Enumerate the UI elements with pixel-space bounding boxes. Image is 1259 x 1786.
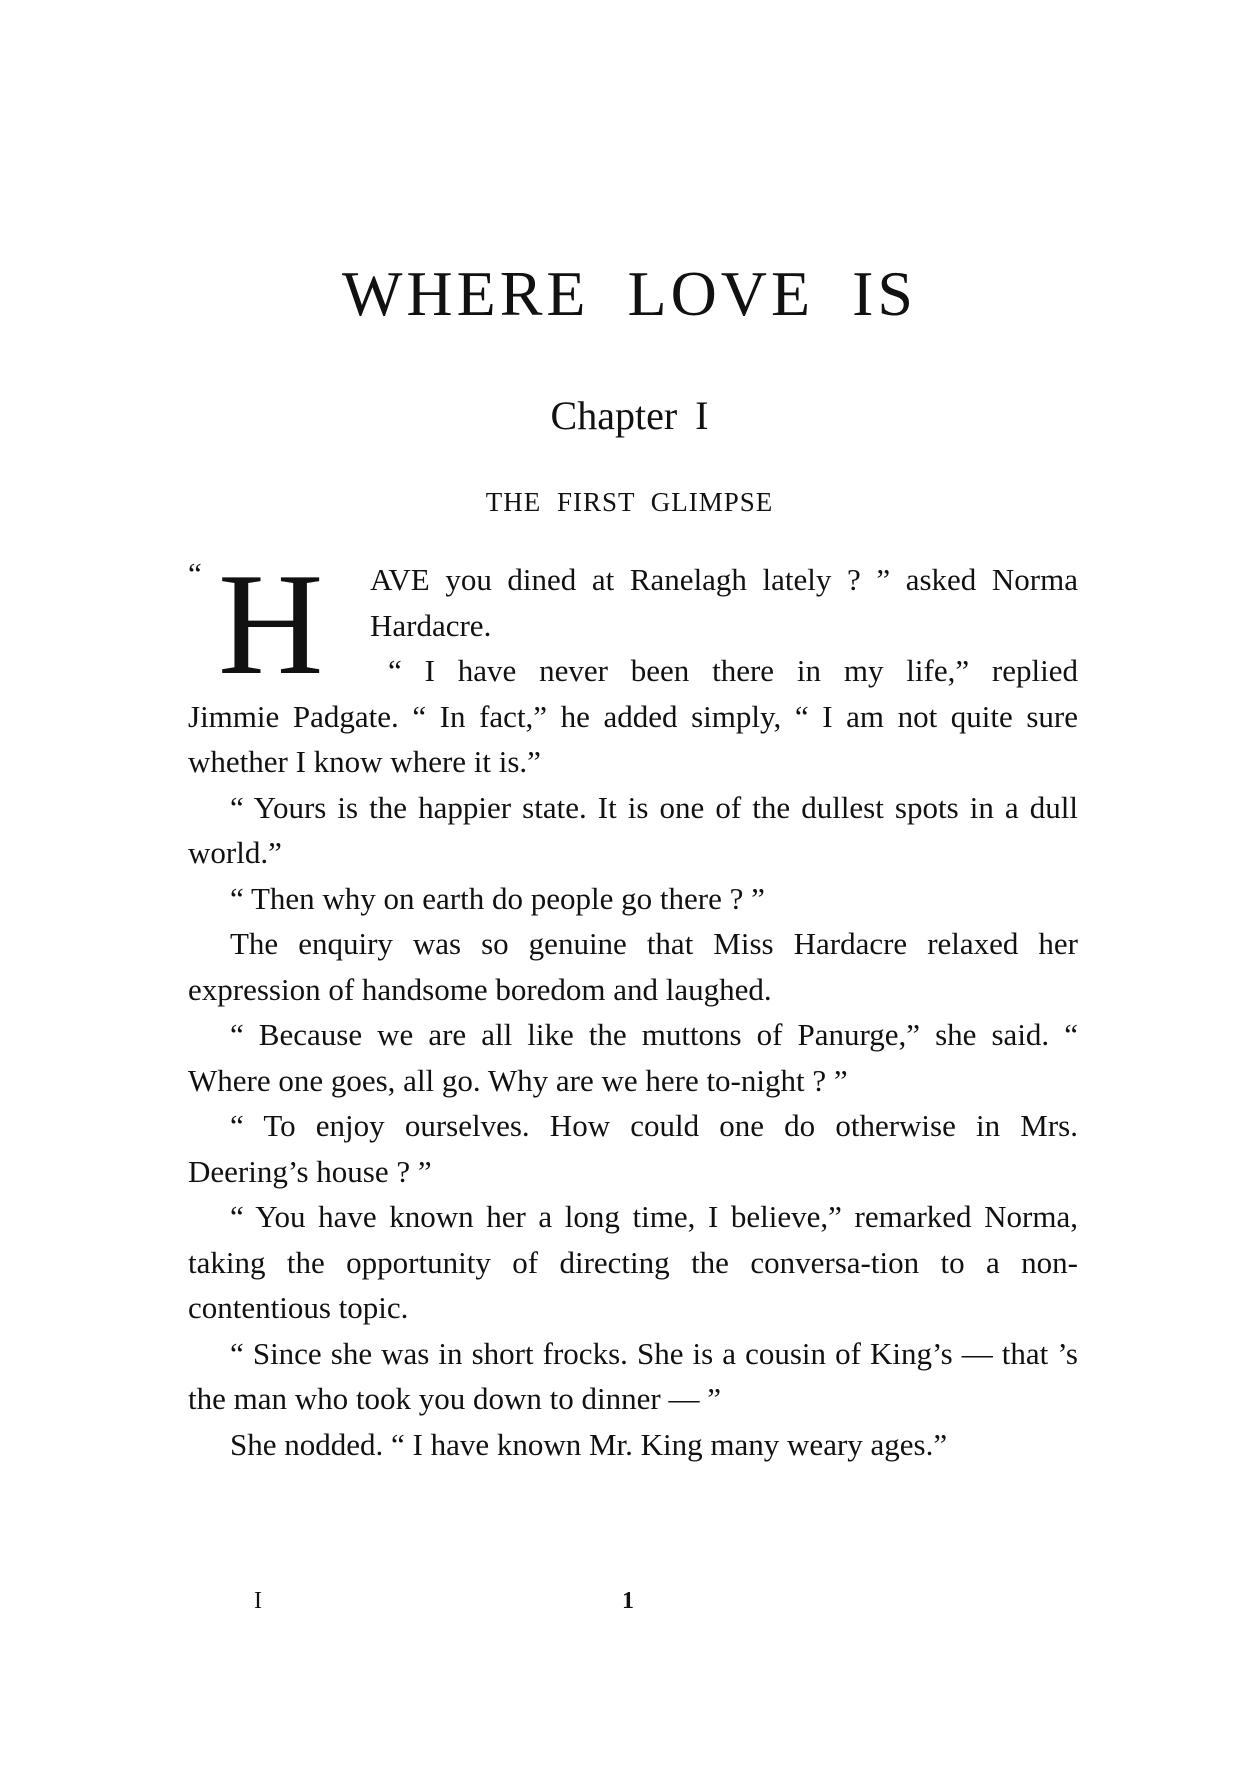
paragraph-2: “ Then why on earth do people go there ? ” bbox=[230, 880, 765, 916]
paragraph-8: She nodded. “ I have known Mr. King many weary ages.” bbox=[230, 1426, 948, 1462]
opening-line-3: “ I have never been there in my life,” replied bbox=[388, 653, 1078, 688]
opening-line-2: Hardacre. bbox=[370, 607, 492, 643]
opening-paragraph bbox=[188, 543, 1078, 705]
paragraph-3: The enquiry was so genuine that Miss Hardacre relaxed her expression of handsome boredom and laughed. bbox=[188, 926, 1078, 1007]
chapter-body bbox=[188, 543, 1078, 1467]
paragraph-7: “ Since she was in short frocks. She is a cousin of King’s — that ’s the man who took you down to dinner — ” bbox=[188, 1335, 1078, 1416]
chapter-heading: Chapter I bbox=[550, 393, 709, 438]
book-title: WHERE LOVE IS bbox=[341, 258, 918, 329]
drop-cap-letter: H bbox=[218, 543, 324, 705]
paragraph-5: “ To enjoy ourselves. How could one do otherwise in Mrs. Deering’s house ? ” bbox=[188, 1108, 1078, 1189]
opening-line-1: AVE you dined at Ranelagh lately ? ” asked Norma bbox=[370, 562, 1078, 597]
opening-continuation: Jimmie Padgate. “ In fact,” he added simply, “ I am not quite sure whether I know where it is.” bbox=[188, 698, 1078, 779]
paragraph-6: “ You have known her a long time, I believe,” remarked Norma, taking the opportunity of directing the conversa-tion to a non-contentious topic. bbox=[188, 1199, 1078, 1325]
paragraph-1: “ Yours is the happier state. It is one of the dullest spots in a dull world.” bbox=[188, 789, 1078, 870]
page-number: 1 bbox=[622, 1588, 634, 1614]
chapter-subtitle: THE FIRST GLIMPSE bbox=[485, 487, 774, 517]
signature-mark: I bbox=[254, 1588, 262, 1614]
paragraph-4: “ Because we are all like the muttons of Panurge,” she said. “ Where one goes, all go. Why are we here to-night ? ” bbox=[188, 1017, 1078, 1098]
opening-quote-mark: “ bbox=[188, 556, 202, 591]
page-footer bbox=[0, 1588, 1259, 1628]
